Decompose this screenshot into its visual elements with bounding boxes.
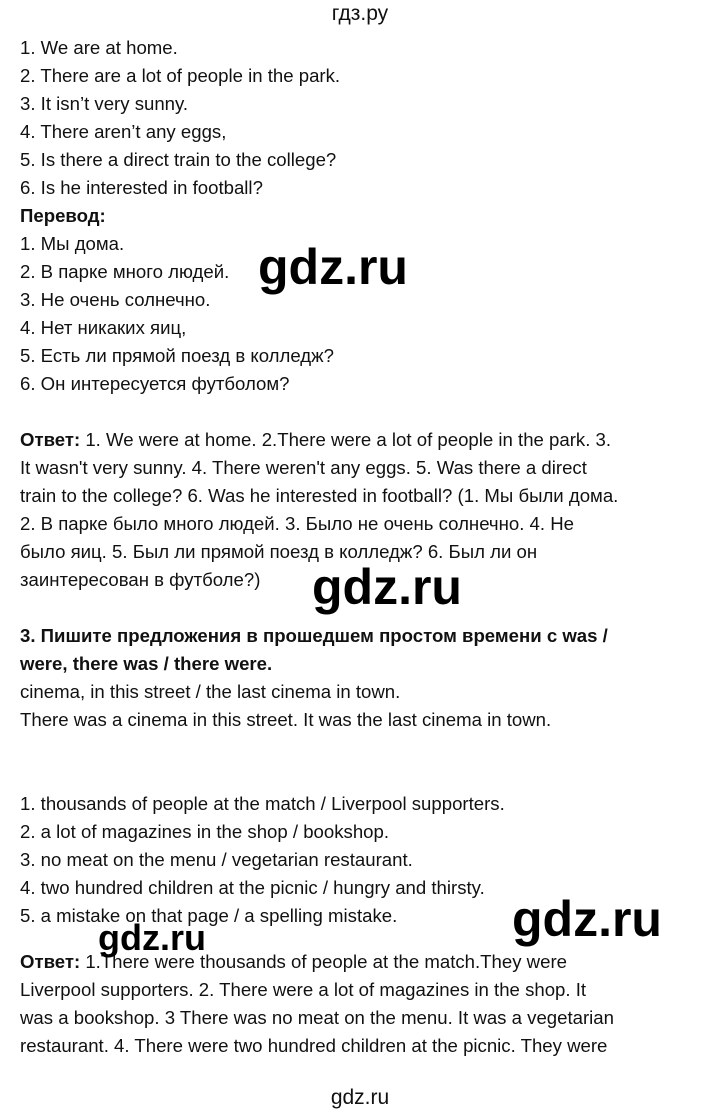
translation: 5. Есть ли прямой поезд в колледж?: [20, 345, 334, 366]
heading-line: 3. Пишите предложения в прошедшем простом времени с was /: [20, 625, 608, 646]
answer-text: было яиц. 5. Был ли прямой поезд в колледж? 6. Был ли он: [20, 541, 538, 562]
answer-label: Ответ:: [20, 951, 81, 972]
task-item: 2. a lot of magazines in the shop / bookshop.: [20, 821, 390, 842]
answer-text: Liverpool supporters. 2. There were a lot of magazines in the shop. It: [20, 979, 587, 1000]
answer-text: 1.There were thousands of people at the match.They were: [80, 951, 567, 972]
watermark-logo: gdz.ru: [258, 239, 408, 295]
heading-line: were, there was / there were.: [20, 653, 273, 674]
translation: 6. Он интересуется футболом?: [20, 373, 290, 394]
answer-text: was a bookshop. 3 There was no meat on the menu. It was a vegetarian: [20, 1007, 614, 1028]
sentence: 2. There are a lot of people in the park.: [20, 65, 341, 86]
task-item: 1. thousands of people at the match / Liverpool supporters.: [20, 793, 505, 814]
watermark-logo: gdz.ru: [98, 917, 206, 958]
watermark-logo: gdz.ru: [512, 891, 662, 947]
task-item: 3. no meat on the menu / vegetarian restaurant.: [20, 849, 413, 870]
answer-text: restaurant. 4. There were two hundred children at the picnic. They were: [20, 1035, 608, 1056]
site-header: [0, 0, 720, 31]
translation: 2. В парке много людей.: [20, 261, 230, 282]
translation: 4. Нет никаких яиц,: [20, 317, 187, 338]
exercise-3-heading: [20, 622, 700, 678]
translation-label: Перевод:: [20, 205, 106, 226]
translation: 1. Мы дома.: [20, 233, 125, 254]
answer-text: заинтересован в футболе?): [20, 569, 261, 590]
footer-site-name: gdz.ru: [330, 1086, 390, 1109]
answer-text: 2. В парке было много людей. 3. Было не очень солнечно. 4. Не: [20, 513, 574, 534]
sentence: 5. Is there a direct train to the college?: [20, 149, 337, 170]
example-answer: There was a cinema in this street. It was the last cinema in town.: [20, 709, 552, 730]
example-prompt: cinema, in this street / the last cinema in town.: [20, 681, 401, 702]
watermark-logo: gdz.ru: [312, 559, 462, 615]
header-site-name: гдз.ру: [331, 2, 389, 25]
sentence: 3. It isn’t very sunny.: [20, 93, 189, 114]
sentence: 6. Is he interested in football?: [20, 177, 263, 198]
sentence: 1. We are at home.: [20, 37, 178, 58]
sentence: 4. There aren’t any eggs,: [20, 121, 227, 142]
task-item: 4. two hundred children at the picnic / hungry and thirsty.: [20, 877, 485, 898]
answer-label: Ответ:: [20, 429, 81, 450]
site-footer: [0, 1085, 720, 1111]
sentences-list: [20, 34, 700, 202]
answer-text: 1. We were at home. 2.There were a lot of people in the park. 3.: [80, 429, 612, 450]
translation: 3. Не очень солнечно.: [20, 289, 211, 310]
answer-text: train to the college? 6. Was he interested in football? (1. Мы были дома.: [20, 485, 619, 506]
task-item: 5. a mistake on that page / a spelling mistake.: [20, 905, 398, 926]
answer-block-3: [20, 948, 700, 1060]
answer-text: It wasn't very sunny. 4. There weren't any eggs. 5. Was there a direct: [20, 457, 587, 478]
